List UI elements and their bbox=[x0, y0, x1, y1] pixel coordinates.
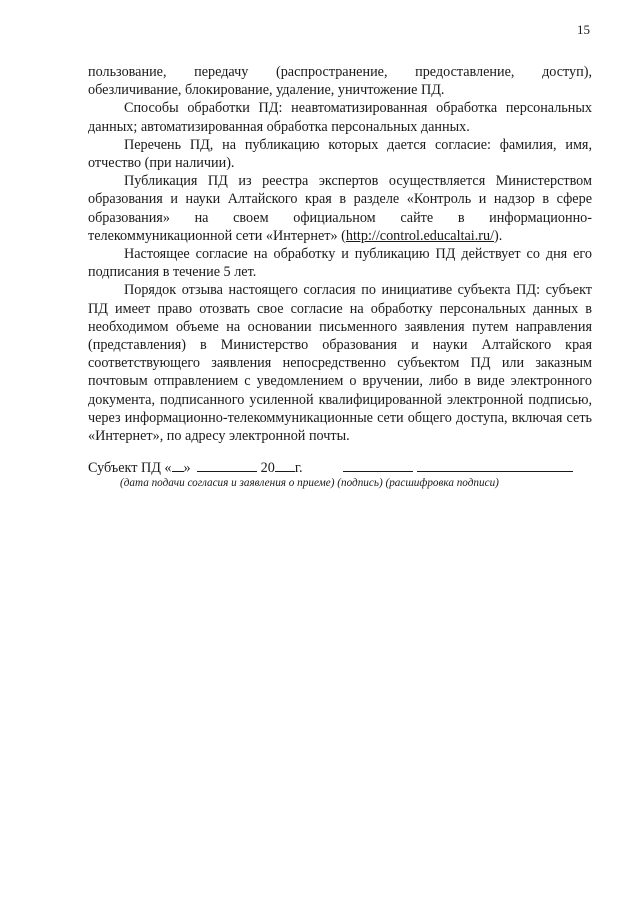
paragraph-withdrawal-procedure: Порядок отзыва настоящего согласия по инициативе субъекта ПД: субъект ПД имеет право отозвать свое согласие на обработку персональных данных в необходимом объеме на основании письменного заявления путем направления (представления) в Министерство образования и науки Алтайского края соответствующего заявления непосредственно субъектом ПД или заказным почтовым отправлением с уведомлением о вручении, либо в виде электронного документа, подписанного усиленной квалифицированной электронной подписью, через информационно-телекоммуникационные сети общего доступа, включая сеть «Интернет», по адресу электронной почты. bbox=[88, 282, 592, 445]
paragraph-published-data-list: Перечень ПД, на публикацию которых дается согласие: фамилия, имя, отчество (при наличии). bbox=[88, 136, 592, 172]
year-suffix: г. bbox=[294, 460, 303, 476]
month-blank bbox=[197, 457, 257, 472]
publication-text: Публикация ПД из реестра экспертов осуществляется Министерством образования и науки Алтайского края в разделе «Контроль и надзор в сфере образования» на своем официальном сайте в информационно-телекоммуникационной сети «Интернет» ( bbox=[88, 173, 592, 244]
paragraph-processing-methods: Способы обработки ПД: неавтоматизированная обработка персональных данных; автоматизированная обработка персональных данных. bbox=[88, 100, 592, 135]
signature-blank bbox=[343, 457, 413, 472]
quote-close: » bbox=[183, 460, 191, 476]
body-text bbox=[88, 63, 592, 445]
year-blank bbox=[275, 457, 295, 472]
publication-text-end: ). bbox=[494, 227, 503, 244]
name-decoding-blank bbox=[417, 457, 573, 472]
registry-url-link[interactable]: http://control.educaltai.ru/ bbox=[345, 227, 495, 244]
signature-block bbox=[88, 457, 592, 477]
day-blank bbox=[172, 457, 184, 472]
signature-line bbox=[88, 457, 592, 477]
subject-label: Субъект ПД « bbox=[88, 460, 172, 476]
paragraph-processing-actions: пользование, передачу (распространение, предоставление, доступ), обезличивание, блокирование, удаление, уничтожение ПД. bbox=[88, 64, 592, 99]
year-prefix: 20 bbox=[260, 460, 275, 476]
page-number: 15 bbox=[577, 22, 590, 37]
signature-caption: (дата подачи согласия и заявления о приеме) (подпись) (расшифровка подписи) bbox=[120, 477, 499, 489]
paragraph-publication bbox=[88, 172, 592, 245]
paragraph-consent-validity: Настоящее согласие на обработку и публикацию ПД действует со дня его подписания в течение 5 лет. bbox=[88, 246, 592, 281]
